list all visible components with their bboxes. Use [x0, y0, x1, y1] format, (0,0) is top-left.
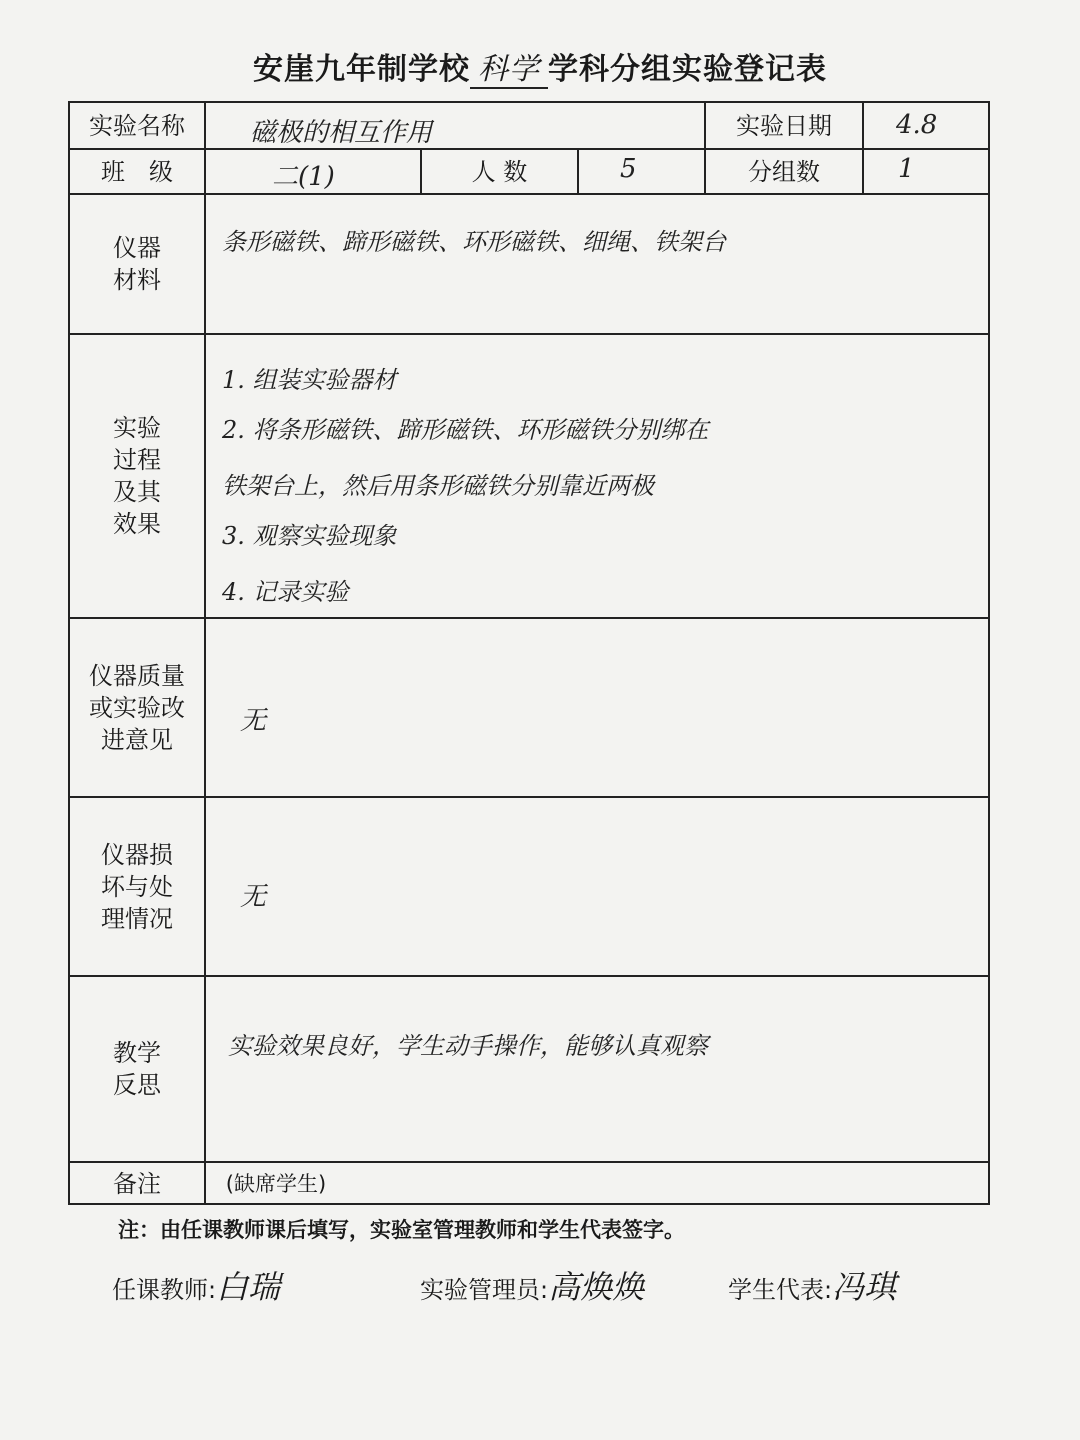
- label-equipment: 仪器材料: [113, 234, 161, 294]
- value-damage: 无: [240, 882, 267, 912]
- title-school: 安崖九年制学校: [253, 52, 470, 87]
- value-reflection: 实验效果良好，学生动手操作，能够认真观察: [228, 1032, 708, 1060]
- label-remarks: 备注: [113, 1170, 161, 1198]
- rule-row5: [68, 796, 990, 798]
- label-reflection: 教学反思: [113, 1039, 161, 1099]
- process-step-4: 4. 记录实验: [222, 578, 349, 606]
- admin-label: 实验管理员:: [420, 1276, 549, 1304]
- rule-row4: [68, 617, 990, 619]
- label-people-count: 人 数: [471, 157, 528, 186]
- student-signature-field: [728, 1262, 896, 1308]
- teacher-signature-field: [112, 1262, 280, 1308]
- rule-row2: [68, 193, 990, 195]
- rule-row6: [68, 975, 990, 977]
- teacher-label: 任课教师:: [112, 1276, 217, 1304]
- rule-people-value-left: [577, 148, 579, 193]
- label-experiment-name: 实验名称: [89, 111, 185, 140]
- process-step-2-continued: 铁架台上，然后用条形磁铁分别靠近两极: [222, 472, 654, 500]
- value-quality: 无: [240, 706, 267, 736]
- teacher-signature: 白瑞: [216, 1268, 281, 1306]
- student-label: 学生代表:: [728, 1276, 833, 1304]
- admin-signature-field: [420, 1262, 644, 1308]
- value-people-count: 5: [620, 154, 637, 184]
- rule-date-value-left: [862, 101, 864, 193]
- label-class: 班 级: [101, 157, 173, 186]
- rule-row3: [68, 333, 990, 335]
- process-step-1: 1. 组装实验器材: [222, 366, 397, 394]
- value-experiment-date: 4.8: [896, 110, 938, 140]
- title-subject-handwritten: 科学: [470, 52, 548, 89]
- label-group-count: 分组数: [748, 157, 820, 186]
- process-step-2: 2. 将条形磁铁、蹄形磁铁、环形磁铁分别绑在: [222, 416, 709, 444]
- value-remarks: (缺席学生): [225, 1172, 327, 1196]
- label-experiment-date: 实验日期: [736, 111, 832, 140]
- admin-signature: 高焕焕: [548, 1268, 645, 1306]
- value-group-count: 1: [898, 154, 915, 184]
- label-damage: 仪器损坏与处理情况: [101, 840, 173, 933]
- value-class: 二(1): [272, 162, 335, 192]
- form-title: [0, 44, 1080, 88]
- value-equipment: 条形磁铁、蹄形磁铁、环形磁铁、细绳、铁架台: [222, 228, 726, 256]
- label-quality: 仪器质量或实验改进意见: [89, 661, 185, 754]
- value-experiment-name: 磁极的相互作用: [250, 118, 433, 148]
- title-suffix: 学科分组实验登记表: [548, 52, 827, 87]
- student-signature: 冯琪: [832, 1268, 897, 1306]
- footer-note: 注：由任课教师课后填写，实验室管理教师和学生代表签字。: [118, 1218, 685, 1242]
- process-step-3: 3. 观察实验现象: [222, 522, 397, 550]
- rule-label-column: [204, 101, 206, 1205]
- label-process: 实验过程及其效果: [113, 414, 161, 538]
